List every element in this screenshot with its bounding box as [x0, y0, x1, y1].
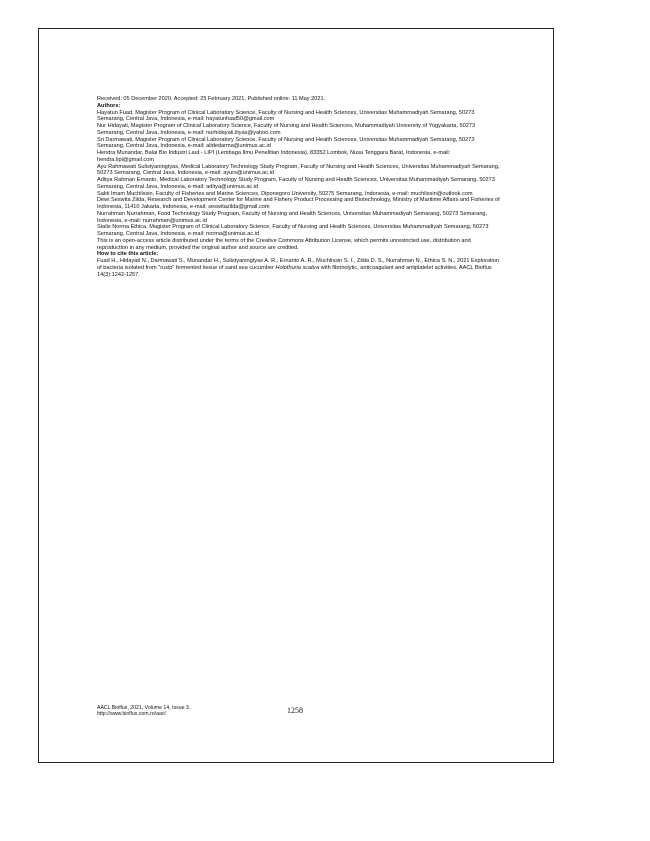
citation-text-end: with fibrinolytic, anticoagulant and antiplatelet activities. AACL Bioflux 14(3):1242-1257. — [97, 264, 492, 278]
page-number: 1258 — [287, 706, 303, 715]
received-line: Received: 05 December 2020. Accepted: 25 February 2021. Published online: 11 May 2021. — [97, 96, 326, 102]
author-entry: Nur Hidayati, Magister Program of Clinical Laboratory Science, Faculty of Nursing and Health Sciences, Muhammadiyah University of Yogyakarta, 50273 Semarang, Central Java, Indonesia, e-mail: nurhidayati.iliyas@yahoo.com — [97, 123, 476, 136]
author-entry: Aditya Rahman Ernanto, Medical Laboratory Technology Study Program, Faculty of Nursing and Health Sciences, Universitas Muhammadiyah Semarang, 50273 Semarang, Central Java, Indonesia, e-mail: aditya@unimus.ac.id — [97, 177, 495, 190]
author-entry: Dewi Seswita Zilda, Research and Development Center for Marine and Fishery Product Processing and Biotechnology, Ministry of Maritime Affairs and Fisheries of Indonesia, 11410 Jakarta, Indonesia, e-mail: seswitazilda@gmail.com — [97, 197, 500, 210]
journal-url[interactable]: http://www.bioflux.com.ro/aacl — [97, 711, 166, 718]
journal-issue: AACL Bioflux, 2021, Volume 14, Issue 3. — [97, 705, 191, 711]
authors-heading: Authors: — [97, 102, 121, 109]
author-entry: Hendra Munandar, Balai Bio Industri Laut - LIPI (Lembaga Ilmu Penelitian Indonesia), 83352 Lombok, Nusa Tenggara Barat, Indonesia, e-mail: hendra.lipi@gmail.com — [97, 150, 451, 163]
author-entry: Sri Darmawati, Magister Program of Clinical Laboratory Science, Faculty of Nursing and Health Sciences, Universitas Muhammadiyah Semarang, 50273 Semarang, Central Java, Indonesia, e-mail: alidedarma@unimus.ac.id — [97, 136, 475, 150]
author-entry: Ayu Rahmawati Sulistyaningtyas, Medical Laboratory Technology Study Program, Faculty of Nursing and Health Sciences, Universitas Muhammadiyah Semarang, 50273 Semarang, Central Java, Indonesia, e-mail: ayurs@unimus.ac.id — [97, 163, 500, 177]
cite-heading: How to cite this article: — [97, 251, 159, 258]
author-entry: Hayatun Fuad, Magister Program of Clinical Laboratory Science, Faculty of Nursing and Health Sciences, Universitas Muhammadiyah Semarang, 50273 Semarang, Central Java, Indonesia, e-mail: hayatunfuad50@gmail.com — [97, 109, 475, 123]
author-entry: Sakti Imam Muchlissin, Faculty of Fisheries and Marine Sciences, Diponegoro University, 50275 Semarang, Indonesia, e-mail: muchlissin@outlook.com — [97, 190, 473, 197]
author-entry: Nurrahman Nurrahman, Food Technology Study Program, Faculty of Nursing and Health Sciences, Universitas Muhammadiyah Semarang, 50273 Semarang, Indonesia, e-mail: nurrahman@unimus.ac.id — [97, 210, 488, 224]
article-info-block — [97, 96, 500, 278]
citation-species: Holothuria scabra — [275, 264, 320, 271]
author-entry: Stalis Norma Ethica, Magister Program of Clinical Laboratory Science, Faculty of Nursing and Health Sciences, Universitas Muhammadiyah Semarang, 50273 Semarang, Central Java, Indonesia, e-mail: norma@unimus.ac.id — [97, 224, 489, 237]
citation — [97, 258, 500, 278]
citation-text: Fuad H., Hidayati N., Darmawati S., Munandar H., Sulistyaningtyas A. R., Ernanto A. R., Muchlissin S. I., Zilda D. S., Nurrahman N., Ethica S. N., 2021 Exploration of bacteria isolated from "rusip" fermented tissue of sand sea cucumber — [97, 258, 499, 271]
license-text: This is an open-access article distributed under the terms of the Creative Commons Attribution License, which permits unrestricted use, distribution and reproduction in any medium, provided the original author and source are credited. — [97, 237, 471, 251]
journal-footer — [97, 705, 190, 718]
